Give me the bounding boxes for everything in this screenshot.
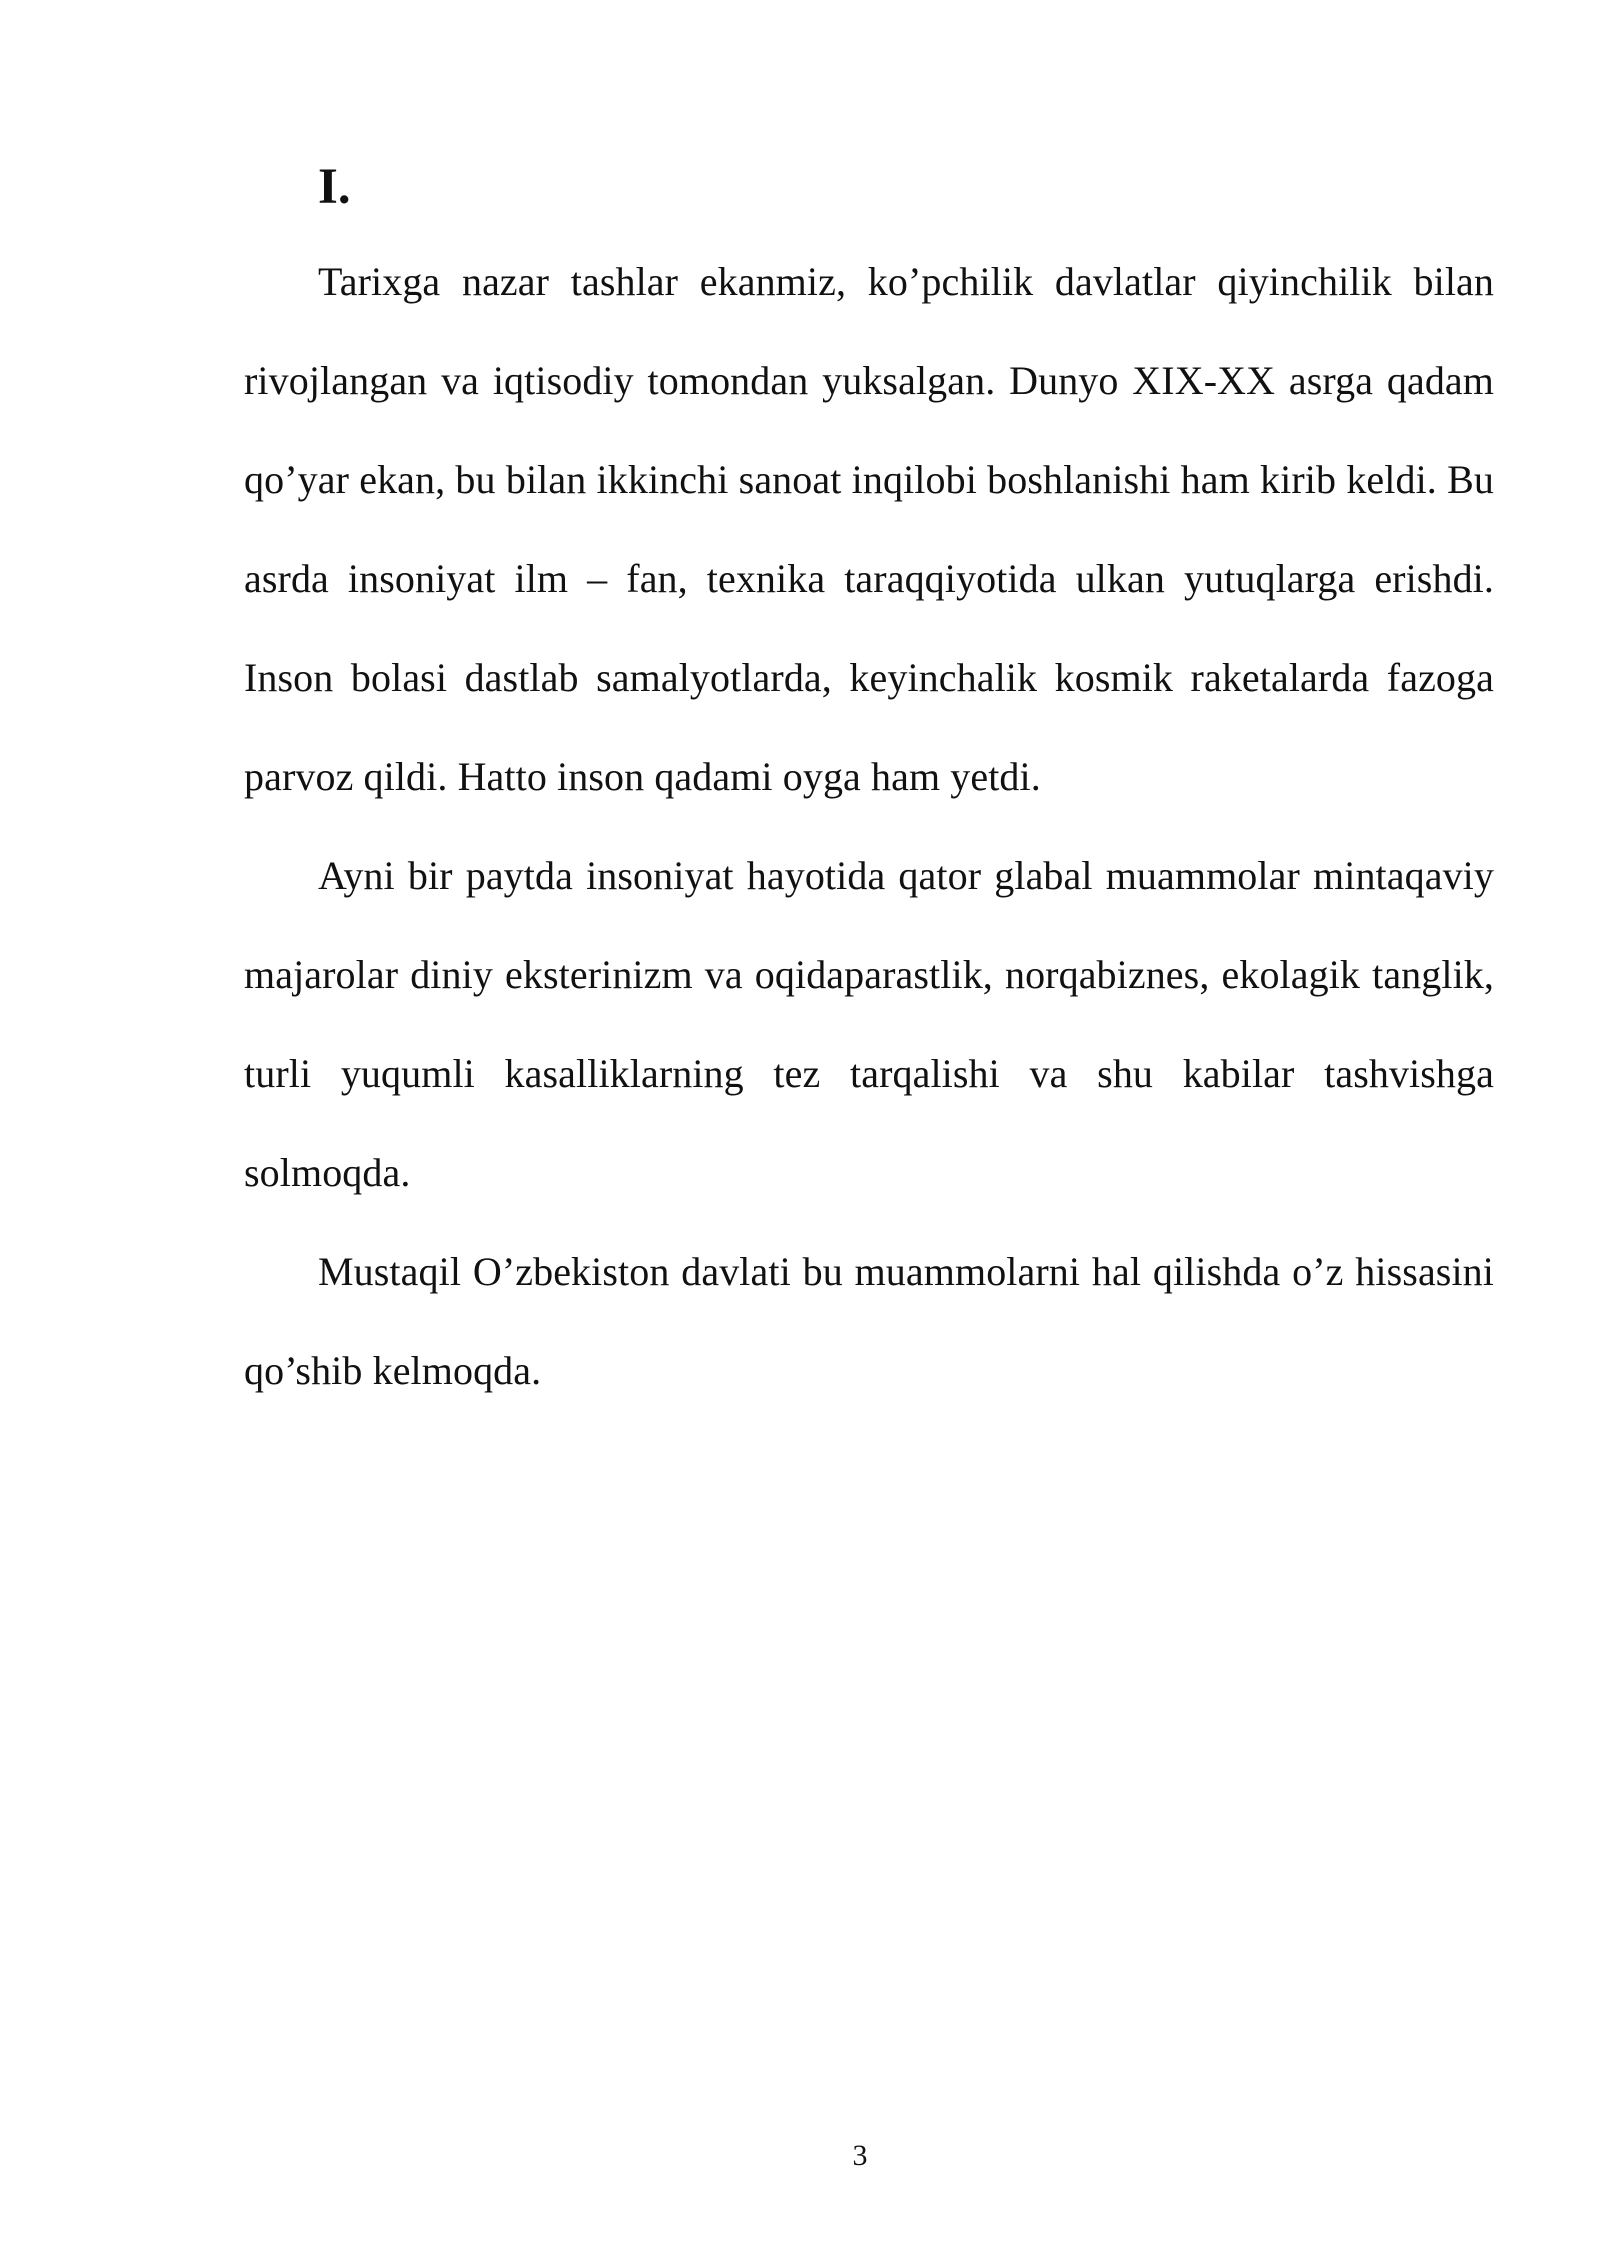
page-content xyxy=(244,150,1494,1420)
section-heading: I. xyxy=(318,159,351,215)
paragraph-2: Ayni bir paytda insoniyat hayotida qator glabal muammolar mintaqaviy majarolar diniy eksterinizm va oqidaparastlik, norqabiznes, ekolagik tanglik, turli yuqumli kasalliklarning tez tarqalishi va shu kabilar tashvishga solmoqda. xyxy=(244,853,1494,1195)
paragraph-3: Mustaqil O’zbekiston davlati bu muammolarni hal qilishda o’z hissasini qo’shib kelmoqda. xyxy=(244,1249,1494,1393)
page-number: 3 xyxy=(852,2139,868,2172)
paragraph-1: Tarixga nazar tashlar ekanmiz, ko’pchilik davlatlar qiyinchilik bilan rivojlangan va iqtisodiy tomondan yuksalgan. Dunyo XIX-XX asrga qadam qo’yar ekan, bu bilan ikkinchi sanoat inqilobi boshlanishi ham kirib keldi. Bu asrda insoniyat ilm – fan, texnika taraqqiyotida ulkan yutuqlarga erishdi. Inson bolasi dastlab samalyotlarda, keyinchalik kosmik raketalarda fazoga parvoz qildi. Hatto inson qadami oyga ham yetdi. xyxy=(244,259,1494,799)
